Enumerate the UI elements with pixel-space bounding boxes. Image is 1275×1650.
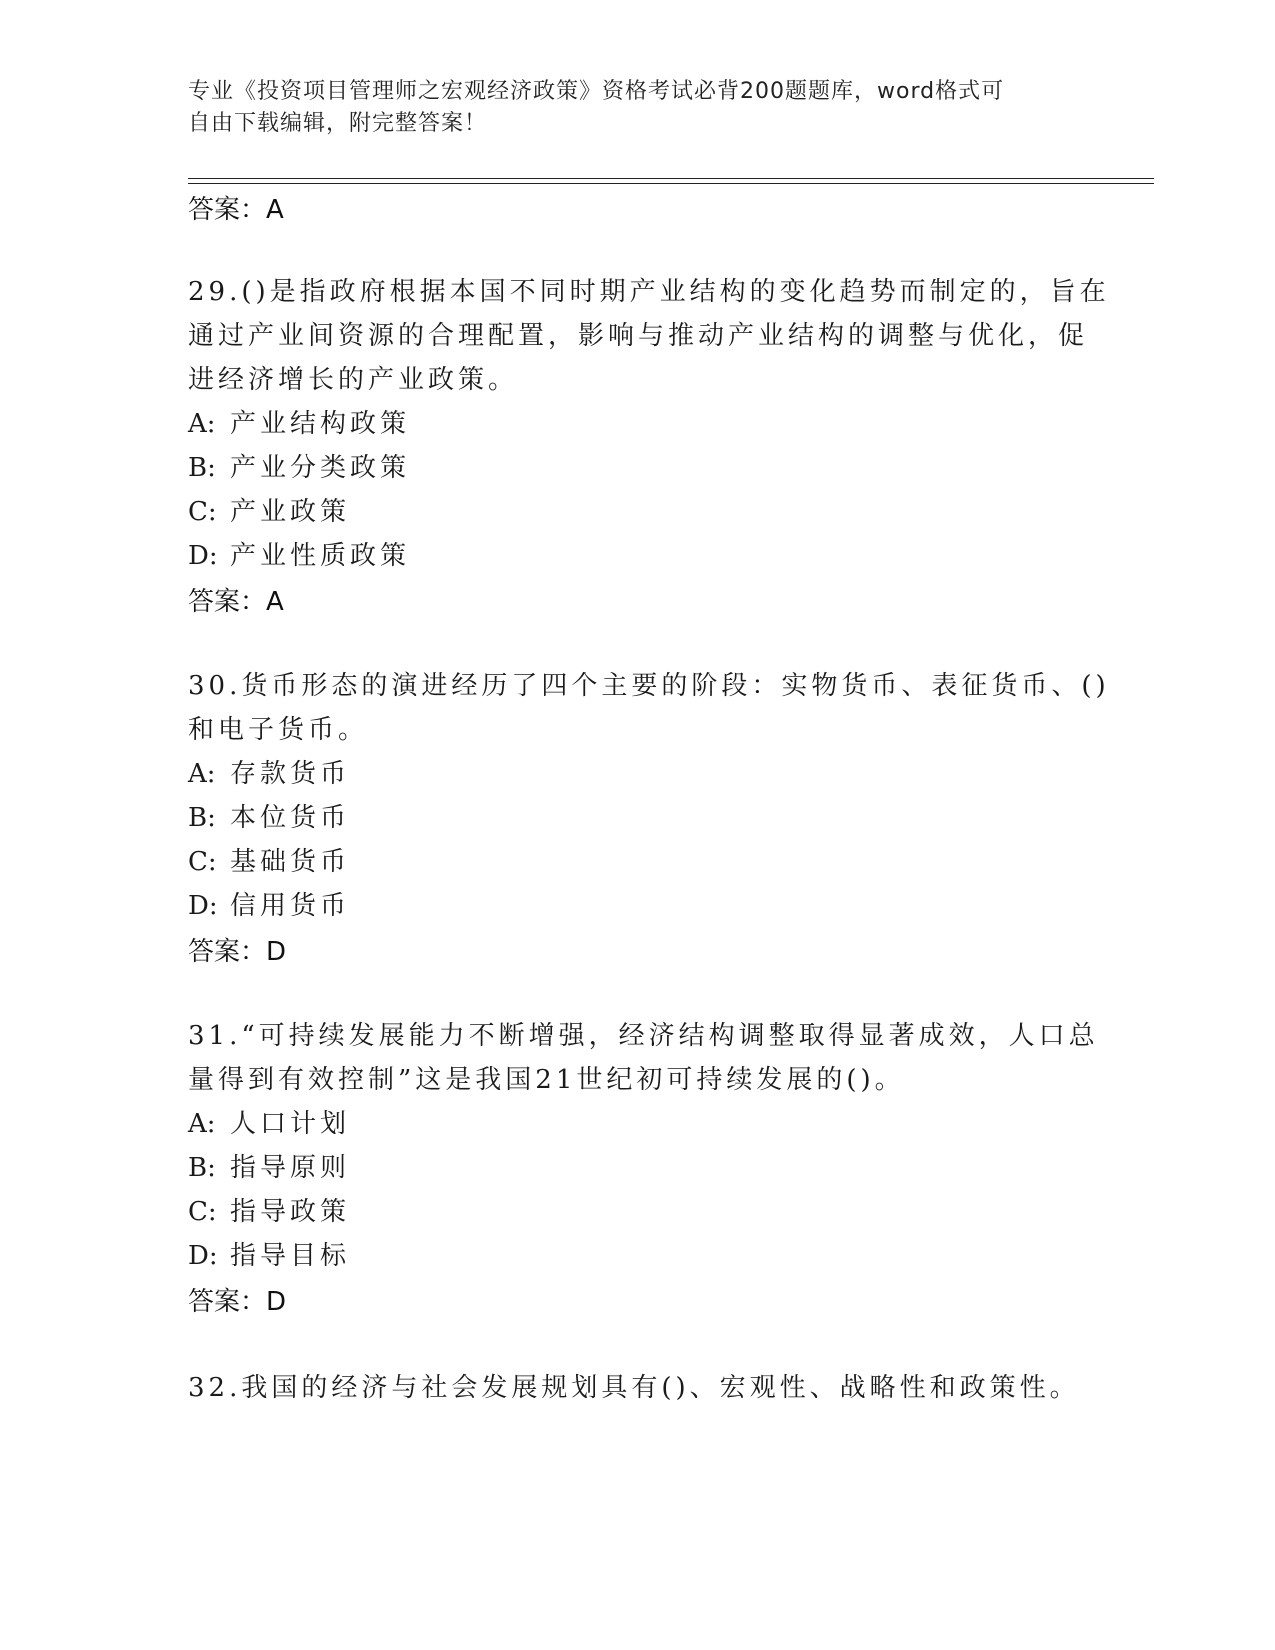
q29-answer: 答案：A xyxy=(188,587,284,617)
option-text: 指导原则 xyxy=(230,1153,351,1183)
q30-option-b xyxy=(188,798,350,838)
option-key: D: xyxy=(188,1241,218,1271)
q31-line-1: 31.“可持续发展能力不断增强，经济结构调整取得显著成效，人口总 xyxy=(188,1021,1099,1051)
option-key: C: xyxy=(188,847,217,877)
option-key: A: xyxy=(188,1109,216,1139)
option-key: D: xyxy=(188,541,218,571)
q29-option-c xyxy=(188,492,350,532)
option-key: B: xyxy=(188,1153,216,1183)
q29-line-2: 通过产业间资源的合理配置，影响与推动产业结构的调整与优化，促 xyxy=(188,321,1089,351)
option-key: A: xyxy=(188,759,216,789)
option-text: 指导政策 xyxy=(230,1197,351,1227)
q29-line-3: 进经济增长的产业政策。 xyxy=(188,365,519,395)
page-header xyxy=(188,76,1068,140)
option-text: 指导目标 xyxy=(230,1241,351,1271)
header-line-1: 专业《投资项目管理师之宏观经济政策》资格考试必背200题题库，word格式可 xyxy=(188,79,1005,104)
option-text: 信用货币 xyxy=(230,891,351,921)
option-text: 本位货币 xyxy=(230,803,351,833)
option-text: 产业结构政策 xyxy=(230,409,411,439)
q29-option-a xyxy=(188,404,410,444)
header-rule-top xyxy=(188,178,1154,179)
q29-option-b xyxy=(188,448,410,488)
option-text: 产业分类政策 xyxy=(230,453,411,483)
option-text: 人口计划 xyxy=(230,1109,351,1139)
option-text: 存款货币 xyxy=(230,759,351,789)
q30-answer: 答案：D xyxy=(188,937,287,967)
q31-option-d xyxy=(188,1236,350,1276)
q30-line-2: 和电子货币。 xyxy=(188,715,369,745)
option-key: C: xyxy=(188,497,217,527)
option-key: B: xyxy=(188,803,216,833)
option-key: A: xyxy=(188,409,216,439)
q30-option-c xyxy=(188,842,350,882)
q31-option-a xyxy=(188,1104,350,1144)
option-key: B: xyxy=(188,453,216,483)
q31-option-c xyxy=(188,1192,350,1232)
q30-option-d xyxy=(188,886,350,926)
q29-line-1: 29.()是指政府根据本国不同时期产业结构的变化趋势而制定的，旨在 xyxy=(188,277,1110,307)
q29-option-d xyxy=(188,536,410,576)
q31-line-2: 量得到有效控制”这是我国21世纪初可持续发展的()。 xyxy=(188,1065,905,1095)
header-rule-bottom xyxy=(188,183,1154,184)
q31-answer: 答案：D xyxy=(188,1287,287,1317)
prev-answer: 答案：A xyxy=(188,195,284,225)
q32-line-1: 32.我国的经济与社会发展规划具有()、宏观性、战略性和政策性。 xyxy=(188,1373,1080,1403)
option-key: C: xyxy=(188,1197,217,1227)
option-text: 产业政策 xyxy=(230,497,351,527)
q30-option-a xyxy=(188,754,350,794)
option-key: D: xyxy=(188,891,218,921)
header-line-2: 自由下载编辑，附完整答案！ xyxy=(188,111,488,136)
option-text: 基础货币 xyxy=(230,847,351,877)
option-text: 产业性质政策 xyxy=(230,541,411,571)
q31-option-b xyxy=(188,1148,350,1188)
q30-line-1: 30.货币形态的演进经历了四个主要的阶段：实物货币、表征货币、() xyxy=(188,671,1110,701)
